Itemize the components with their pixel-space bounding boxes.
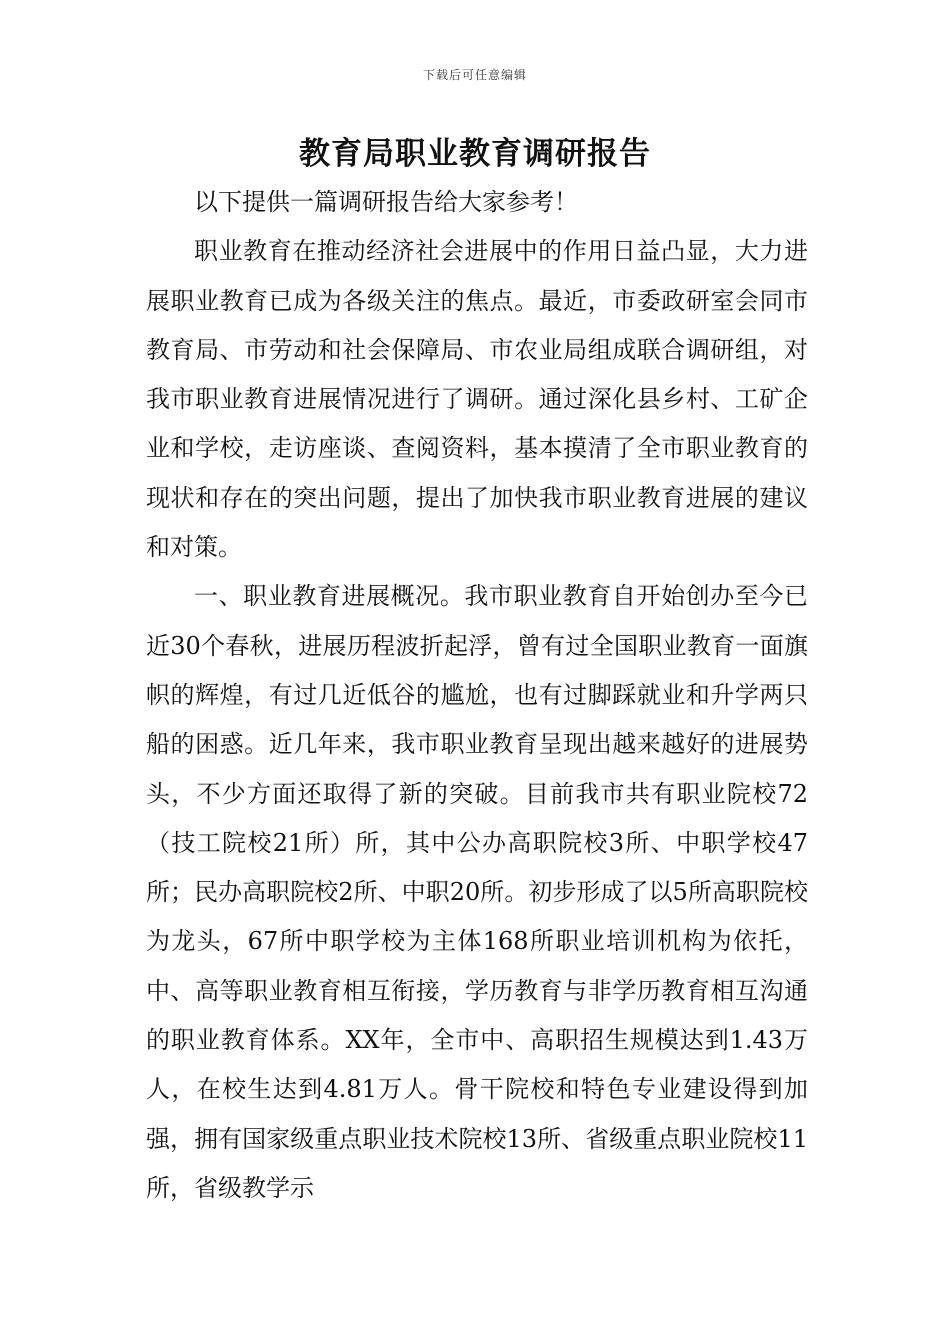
document-title: 教育局职业教育调研报告 (299, 136, 651, 172)
body-paragraph-2: 一、职业教育进展概况。我市职业教育自开始创办至今已近30个春秋，进展历程波折起浮，曾有过全国职业教育一面旗帜的辉煌，有过几近低谷的尴尬，也有过脚踩就业和升学两只船的困惑。近几年来，我市职业教育呈现出越来越好的进展势头，不少方面还取得了新的突破。目前我市共有职业院校72（技工院校21所）所，其中公办高职院校3所、中职学校47所；民办高职院校2所、中职20所。初步形成了以5所高职院校为龙头，67所中职学校为主体168所职业培训机构为依托，中、高等职业教育相互衔接，学历教育与非学历教育相互沟通的职业教育体系。XX年，全市中、高职招生规模达到1.43万人，在校生达到4.81万人。骨干院校和特色专业建设得到加强，拥有国家级重点职业技术院校13所、省级重点职业院校11所，省级教学示 (146, 582, 808, 1202)
header-note: 下载后可任意编辑 (422, 68, 527, 82)
intro-paragraph: 以下提供一篇调研报告给大家参考！ (194, 188, 578, 216)
body-paragraph-1: 职业教育在推动经济社会进展中的作用日益凸显，大力进展职业教育已成为各级关注的焦点。最近，市委政研室会同市教育局、市劳动和社会保障局、市农业局组成联合调研组，对我市职业教育进展情况进行了调研。通过深化县乡村、工矿企业和学校，走访座谈、查阅资料，基本摸清了全市职业教育的现状和存在的突出问题，提出了加快我市职业教育进展的建议和对策。 (146, 237, 808, 562)
document-body (146, 178, 808, 1213)
